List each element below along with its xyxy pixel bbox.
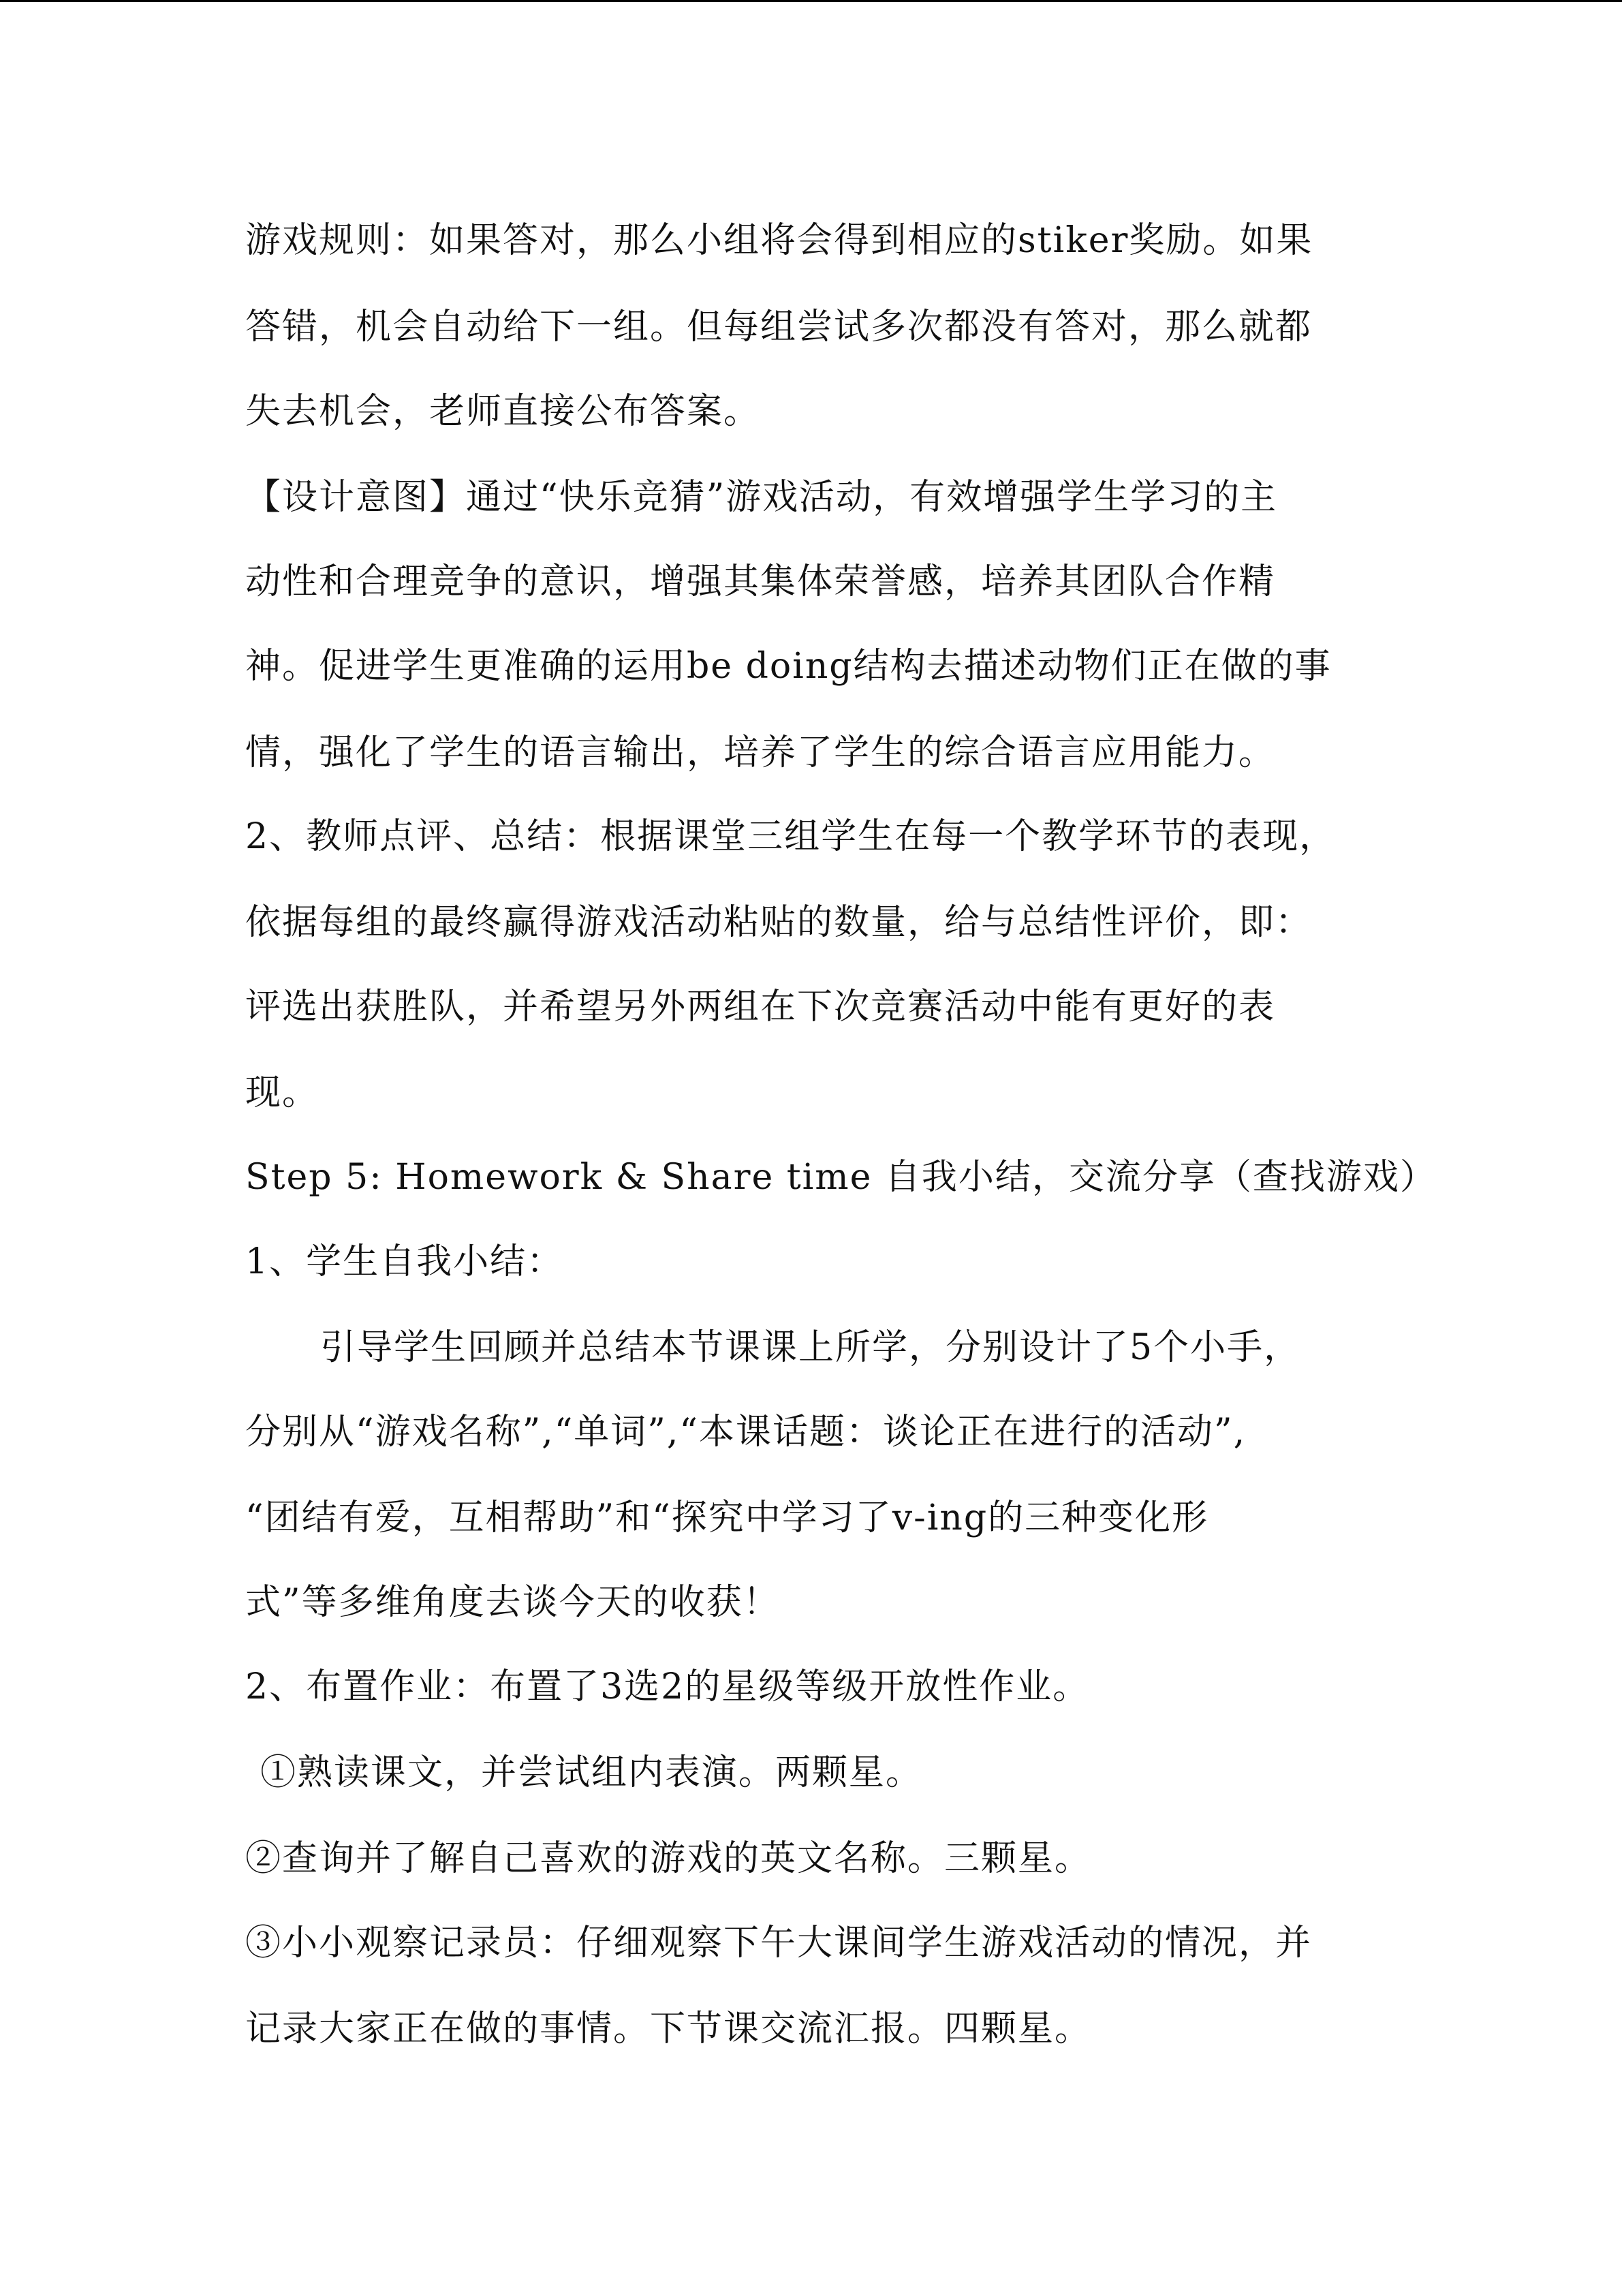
list-item: ①熟读课文，并尝试组内表演。两颗星。: [260, 1752, 923, 1793]
paragraph-line: 1、学生自我小结：: [245, 1241, 564, 1282]
paragraph-line: 动性和合理竞争的意识，增强其集体荣誉感，培养其团队合作精: [245, 561, 1276, 602]
section-heading: Step 5: Homework & Share time 自我小结，交流分享（查找游戏）: [245, 1157, 1437, 1198]
paragraph-line: 2、教师点评、总结：根据课堂三组学生在每一个教学环节的表现，: [245, 816, 1337, 857]
paragraph-line: 失去机会，老师直接公布答案。: [245, 391, 761, 432]
paragraph-line: 现。: [245, 1072, 319, 1113]
paragraph-line: 游戏规则：如果答对，那么小组将会得到相应的stiker奖励。如果: [245, 220, 1313, 261]
paragraph-line: 分别从“游戏名称”,“单词”,“本课话题：谈论正在进行的活动”,: [245, 1412, 1247, 1453]
paragraph-line: 评选出获胜队，并希望另外两组在下次竞赛活动中能有更好的表: [245, 987, 1276, 1027]
paragraph-line: “团结有爱，互相帮助”和“探究中学习了v-ing的三种变化形: [245, 1498, 1209, 1538]
paragraph-line: 式”等多维角度去谈今天的收获！: [245, 1582, 780, 1623]
paragraph-line: 情，强化了学生的语言输出，培养了学生的综合语言应用能力。: [245, 732, 1276, 773]
paragraph-line: 记录大家正在做的事情。下节课交流汇报。四颗星。: [245, 2008, 1092, 2049]
paragraph-line: 引导学生回顾并总结本节课课上所学，分别设计了5个小手，: [320, 1327, 1301, 1368]
paragraph-line: 答错，机会自动给下一组。但每组尝试多次都没有答对，那么就都: [245, 307, 1313, 347]
paragraph-line: 神。促进学生更准确的运用be doing结构去描述动物们正在做的事: [245, 646, 1332, 687]
paragraph-line: 依据每组的最终赢得游戏活动粘贴的数量，给与总结性评价，即：: [245, 902, 1313, 943]
paragraph-line: 【设计意图】通过“快乐竞猜”游戏活动，有效增强学生学习的主: [245, 477, 1278, 518]
list-item: ③小小观察记录员：仔细观察下午大课间学生游戏活动的情况，并: [245, 1923, 1313, 1964]
paragraph-line: 2、布置作业：布置了3选2的星级等级开放性作业。: [245, 1666, 1090, 1707]
list-item: ②查询并了解自己喜欢的游戏的英文名称。三颗星。: [245, 1838, 1092, 1879]
